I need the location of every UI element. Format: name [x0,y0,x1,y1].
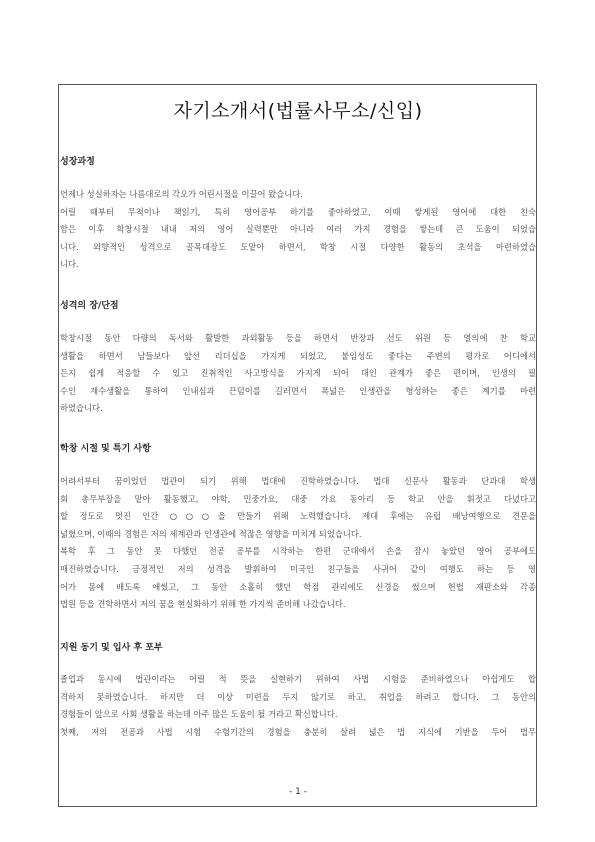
paragraph-line: 든지 쉽게 적응할 수 있고 진취적인 사고방식을 가지게 되어 대인 관계가 좋은 편이며, 인생의 필 [60,368,536,379]
paragraph-line: 어려서부터 꿈이었던 법관이 되기 위해 법대에 진학하였습니다. 법대 신문사 활동과 단과대 학생 [60,476,536,486]
paragraph-line: 복학 후 그 동안 못 다했던 전공 공부를 시작하는 한편 군대에서 손을 잠시 놓았던 영어 공부에도 [60,546,536,557]
paragraph-line: 넓혔으며, 이때의 경험은 저의 세계관과 인생관에 적잖은 영향을 미치게 되었습니다. [60,528,362,539]
paragraph-line: 어가 몸에 배도록 애썼고, 그 동안 소홀히 했던 학점 관리에도 신경을 썼으며 헌법 재판소와 각종 [60,581,536,592]
paragraph-line: 졸업과 동시에 법관이라는 어릴 적 뜻을 실현하기 위하여 사법 시험을 준비하였으나 아쉽게도 합 [60,674,536,684]
section-heading-growth: 성장과정 [60,157,95,167]
paragraph-line: 수인 재수생활을 통하여 인내심과 끈덤이를 길러면서 폭넓은 인생관을 형성하는 좋은 계기를 마련 [60,385,536,396]
paragraph-line: 니다. [60,259,79,270]
paragraph-line: 격하지 못하였습니다. 하지만 더 이상 미련을 두지 않기로 하고, 취업을 하려고 합니다. 그 동안의 [60,691,536,702]
section-body-personality [60,330,536,418]
page-number: - 1 - [289,787,307,797]
paragraph-line: 하였습니다. [60,403,103,414]
document-title: 자기소개서(법률사무소/신입) [173,100,423,122]
paragraph-line: 매진하였습니다. 긍정적인 저의 성격을 발휘하여 미국인 친구들을 사귀어 같이 여행도 하는 등 영 [60,563,536,574]
paragraph-line: 생활을 하면서 남들보다 앞선 리더십을 가지게 되었고, 붙임성도 좋다는 주변의 평가로 어디에서 [60,350,536,361]
section-heading-school-life: 학창 시절 및 특기 사항 [60,444,151,454]
paragraph-line: 첫째, 저의 전공과 사법 시험 수험기간의 경험을 충분히 살려 넓은 법 지식에 기반을 두어 법무 [60,726,536,737]
paragraph-line: 함은 이후 학창시절 내내 저의 영어 실력뿐만 아니라 여러 가지 경험을 쌓는데 큰 도움이 되었습 [60,224,536,235]
section-heading-motivation: 지원 동기 및 입사 후 포부 [60,643,163,653]
section-body-school-life [60,473,536,614]
paragraph-line: 경험들이 앞으로 사회 생활을 하는데 아주 많은 도움이 될 거라고 확신합니다. [60,709,338,720]
document-body [60,84,536,797]
paragraph-line: 언제나 성실하자는 나름대로의 각오가 어린시절을 이끌어 왔습니다. [60,189,303,199]
paragraph-line: 학창시절 동안 다량의 독서와 활발한 과외활동 등을 하면서 반장과 선도 위원 등 열의에 찬 학교 [60,333,536,343]
paragraph-line: 법원 등을 견학하면서 저의 꿈을 현실화하기 위해 한 가지씩 준비해 나갔습니다. [60,599,346,610]
section-body-motivation [60,671,536,741]
paragraph-line: 회 총무부장을 맡아 활동했고, 야학, 민중가요, 대중 가요 동아리 등 학교 안을 휘젓고 다녔다고 [60,493,536,504]
paragraph-line: 어릴 때부터 무척이나 책읽기, 특히 영어공부 하기를 좋아하였고, 이때 쌓게된 영어에 대한 친숙 [60,206,536,217]
section-heading-personality: 성격의 장/단점 [60,301,119,311]
paragraph-line: 니다. 외향적인 성격으로 골목대장도 도맡아 하면서, 학창 시절 다양한 활동의 초석을 마련하였습 [60,241,536,252]
paragraph-line: 할 정도로 멋진 인간 ○○○을 만들기 위해 노력했습니다. 제대 후에는 유럽 배낭여행으로 견문을 [60,511,536,522]
section-body-growth [60,186,536,274]
